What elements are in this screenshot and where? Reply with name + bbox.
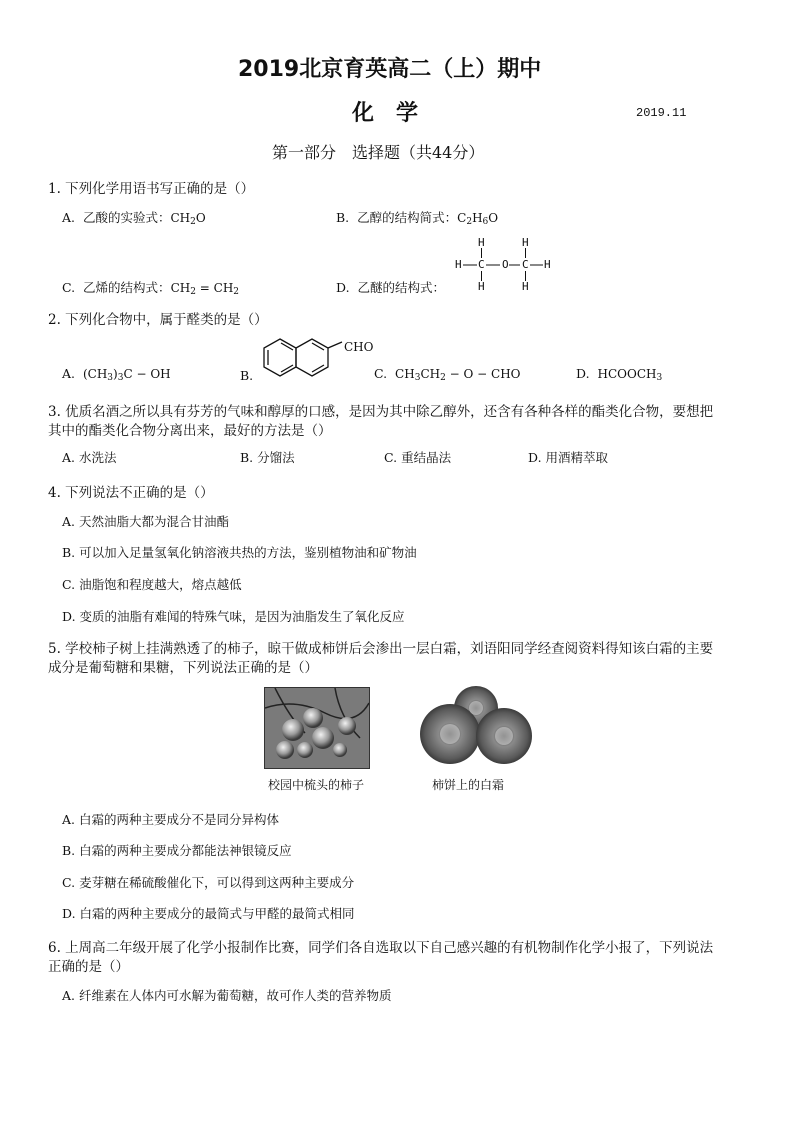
q2-option-a-formula: $(CH_3)_3C$ − OH: [82, 367, 171, 383]
q2-option-a-label: A.: [62, 366, 76, 381]
atom-c: C: [522, 258, 529, 271]
q4-option-c: C. 油脂饱和程度越大，熔点越低: [62, 577, 242, 592]
section-title: 第一部分 选择题（共44分）: [272, 143, 485, 162]
question-6-stem-line1: 6. 上周高二年级开展了化学小报制作比赛，同学们各自选取以下自己感兴趣的有机物制作化学小报了，下列说法: [48, 940, 714, 956]
atom-c: C: [478, 258, 485, 271]
q1-option-b-text: 乙醇的结构简式：: [357, 210, 458, 225]
q2-option-b-label: B.: [240, 368, 254, 383]
q3-option-c: C. 重结晶法: [384, 450, 452, 465]
atom-h: H: [544, 258, 551, 271]
q1-option-d-label: D.: [336, 280, 350, 295]
q1-option-d: [336, 278, 445, 296]
q3-option-a: A. 水洗法: [62, 450, 117, 465]
ether-bonds: [455, 236, 555, 296]
atom-h: H: [478, 280, 485, 293]
q1-option-a: [62, 208, 206, 227]
question-1-stem: 1. 下列化学用语书写正确的是（）: [48, 181, 255, 197]
q2-option-a: [62, 366, 171, 383]
exam-title: 2019北京育英高二（上）期中: [238, 57, 542, 82]
question-3-stem-line2: 其中的酯类化合物分离出来，最好的方法是（）: [48, 423, 332, 439]
q1-option-b: [336, 208, 498, 227]
atom-h: H: [522, 280, 529, 293]
q4-option-b: B. 可以加入足量氢氧化钠溶液共热的方法，鉴别植物油和矿物油: [62, 545, 417, 560]
question-2-stem: 2. 下列化合物中，属于醛类的是（）: [48, 312, 268, 328]
exam-date: 2019.11: [636, 106, 687, 120]
question-5-stem-line1: 5. 学校柿子树上挂满熟透了的柿子，晾干做成柿饼后会渗出一层白霜，刘语阳同学经查阅资料得知该白霜的主要: [48, 641, 714, 657]
question-6-stem-line2: 正确的是（）: [48, 959, 129, 975]
q1-option-c-text: 乙烯的结构式：: [83, 280, 171, 295]
q1-option-d-text: 乙醚的结构式：: [357, 280, 446, 295]
q1-option-c: [62, 278, 239, 297]
subject-title: 化 学: [352, 101, 419, 126]
q2-option-c: [374, 366, 521, 383]
q1-option-a-label: A.: [62, 210, 76, 225]
question-5-stem-line2: 成分是葡萄糖和果糖，下列说法正确的是（）: [48, 660, 318, 676]
persimmon-tree-photo: [264, 687, 370, 769]
q5-option-d: D. 白霜的两种主要成分的最简式与甲醛的最简式相同: [62, 906, 355, 921]
q3-option-b: B. 分馏法: [240, 450, 295, 465]
photo-caption-1: 校园中梳头的柿子: [268, 778, 365, 792]
q1-option-a-text: 乙酸的实验式：: [82, 210, 171, 225]
q5-option-c: C. 麦芽糖在稀硫酸催化下，可以得到这两种主要成分: [62, 875, 355, 890]
q3-option-d: D. 用酒精萃取: [528, 450, 609, 465]
photo-caption-2: 柿饼上的白霜: [432, 778, 505, 792]
q2-option-d: [576, 366, 662, 383]
q2-option-c-label: C.: [374, 366, 388, 381]
atom-h: H: [522, 236, 529, 249]
q4-option-d: D. 变质的油脂有难闻的特殊气味，是因为油脂发生了氧化反应: [62, 609, 405, 624]
q1-option-b-formula: $C_2H_6O$: [457, 211, 499, 227]
q1-option-b-label: B.: [336, 210, 350, 225]
question-3-stem-line1: 3. 优质名酒之所以具有芬芳的气味和醇厚的口感，是因为其中除乙醇外，还含有各种各样的酯类化合物，要想把: [48, 404, 714, 420]
question-4-stem: 4. 下列说法不正确的是（）: [48, 485, 214, 501]
q1-option-c-formula: $CH_2 = CH_2$: [170, 281, 240, 297]
naphthalene-ring-diagram: [260, 334, 344, 382]
dried-persimmon-photo: [418, 680, 536, 770]
atom-o: O: [502, 258, 509, 271]
atom-h: H: [478, 236, 485, 249]
q2-option-d-formula: $HCOOCH_3$: [597, 367, 663, 383]
q2-option-c-formula: $CH_3CH_2 - O$ − CHO: [395, 367, 521, 383]
atom-h: H: [455, 258, 462, 271]
q4-option-a: A. 天然油脂大都为混合甘油酯: [62, 514, 229, 529]
q5-option-a: A. 白霜的两种主要成分不是同分异构体: [62, 812, 279, 827]
q2-option-d-label: D.: [576, 366, 590, 381]
q2-option-b-group: CHO: [344, 340, 374, 354]
q1-option-a-formula: $CH_2O$: [170, 211, 206, 227]
q6-option-a: A. 纤维素在人体内可水解为葡萄糖，故可作人类的营养物质: [62, 988, 392, 1003]
q1-option-c-label: C.: [62, 280, 76, 295]
q5-option-b: B. 白霜的两种主要成分都能法神银镜反应: [62, 843, 292, 858]
